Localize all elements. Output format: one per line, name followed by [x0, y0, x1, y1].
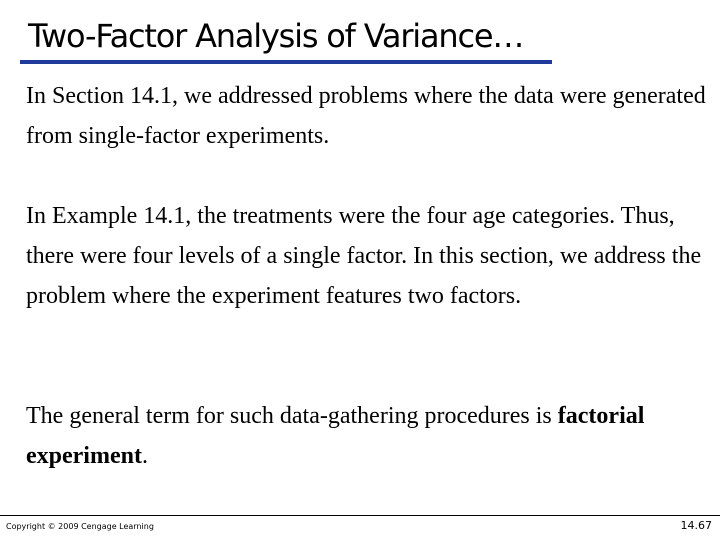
paragraph-example: In Example 14.1, the treatments were the four age categories. Thus, there were four levels of a single factor. In this section, we address the problem where the experiment features two factors.: [26, 203, 702, 309]
paragraph-factorial: [26, 396, 716, 476]
page-number: 14.67: [680, 519, 712, 532]
paragraph-factorial-tail: .: [141, 443, 148, 469]
slide-title: Two-Factor Analysis of Variance…: [28, 17, 524, 55]
title-underline: [20, 60, 552, 64]
footer-divider: [0, 515, 720, 516]
copyright-notice: Copyright © 2009 Cengage Learning: [6, 522, 154, 531]
factorial-experiment-term: factorial experiment: [26, 403, 645, 469]
paragraph-factorial-lead: The general term for such data-gathering procedures is: [26, 403, 558, 429]
paragraph-single-factor: In Section 14.1, we addressed problems where the data were generated from single-factor experiments.: [26, 83, 706, 149]
